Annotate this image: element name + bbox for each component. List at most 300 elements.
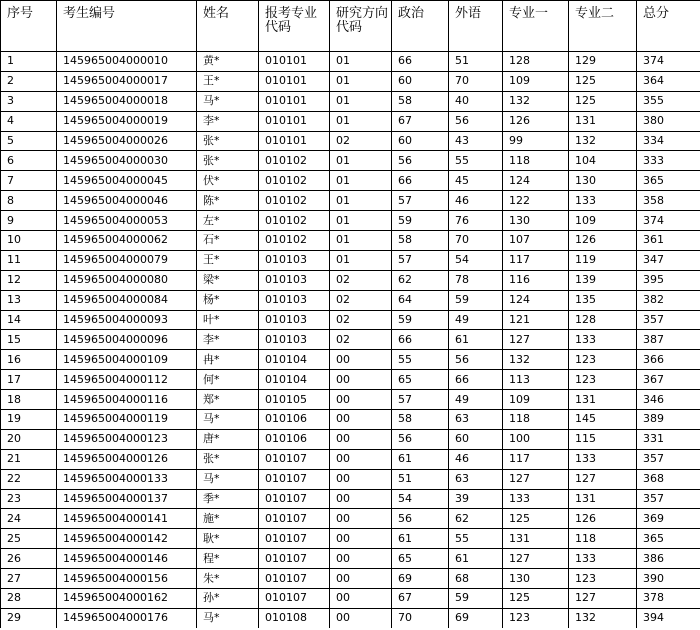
- table-row: [1, 589, 700, 609]
- cell-name: 郑*: [197, 390, 259, 410]
- cell-seq: 21: [1, 449, 57, 469]
- cell-seq: 20: [1, 429, 57, 449]
- table-row: [1, 449, 700, 469]
- cell-foreign-language: 56: [449, 350, 503, 370]
- cell-name: 季*: [197, 489, 259, 509]
- cell-exam-id: 145965004000010: [57, 52, 197, 72]
- cell-research-code: 02: [330, 330, 392, 350]
- cell-exam-id: 145965004000084: [57, 290, 197, 310]
- cell-total: 387: [637, 330, 700, 350]
- cell-exam-id: 145965004000045: [57, 171, 197, 191]
- cell-major-code: 010107: [259, 569, 330, 589]
- cell-seq: 17: [1, 370, 57, 390]
- cell-subject-one: 126: [503, 111, 569, 131]
- cell-research-code: 00: [330, 370, 392, 390]
- cell-politics: 61: [392, 529, 449, 549]
- cell-subject-one: 99: [503, 131, 569, 151]
- cell-major-code: 010104: [259, 350, 330, 370]
- cell-foreign-language: 46: [449, 449, 503, 469]
- cell-subject-two: 128: [569, 310, 637, 330]
- cell-subject-two: 133: [569, 330, 637, 350]
- table-row: [1, 211, 700, 231]
- cell-subject-two: 123: [569, 569, 637, 589]
- table-row: [1, 131, 700, 151]
- cell-seq: 1: [1, 52, 57, 72]
- cell-politics: 58: [392, 410, 449, 430]
- cell-seq: 13: [1, 290, 57, 310]
- cell-subject-two: 123: [569, 350, 637, 370]
- cell-research-code: 00: [330, 489, 392, 509]
- cell-seq: 16: [1, 350, 57, 370]
- cell-total: 382: [637, 290, 700, 310]
- cell-subject-one: 117: [503, 449, 569, 469]
- cell-total: 368: [637, 469, 700, 489]
- table-row: [1, 469, 700, 489]
- cell-politics: 57: [392, 191, 449, 211]
- cell-politics: 58: [392, 91, 449, 111]
- cell-subject-two: 109: [569, 211, 637, 231]
- cell-subject-two: 131: [569, 489, 637, 509]
- table-row: [1, 250, 700, 270]
- cell-politics: 51: [392, 469, 449, 489]
- header-cell-major-code: 报考专业代码: [259, 1, 330, 52]
- table-row: [1, 270, 700, 290]
- cell-politics: 65: [392, 549, 449, 569]
- cell-exam-id: 145965004000146: [57, 549, 197, 569]
- header-cell-research-code: 研究方向代码: [330, 1, 392, 52]
- cell-exam-id: 145965004000156: [57, 569, 197, 589]
- cell-politics: 70: [392, 608, 449, 627]
- cell-exam-id: 145965004000019: [57, 111, 197, 131]
- cell-foreign-language: 39: [449, 489, 503, 509]
- cell-major-code: 010104: [259, 370, 330, 390]
- cell-name: 朱*: [197, 569, 259, 589]
- header-cell-subject-one: 专业一: [503, 1, 569, 52]
- cell-major-code: 010107: [259, 469, 330, 489]
- cell-subject-two: 126: [569, 231, 637, 251]
- table-row: [1, 410, 700, 430]
- cell-research-code: 00: [330, 529, 392, 549]
- cell-subject-one: 109: [503, 390, 569, 410]
- cell-seq: 18: [1, 390, 57, 410]
- cell-research-code: 01: [330, 171, 392, 191]
- cell-research-code: 01: [330, 191, 392, 211]
- cell-research-code: 00: [330, 429, 392, 449]
- table-row: [1, 111, 700, 131]
- cell-total: 390: [637, 569, 700, 589]
- cell-seq: 3: [1, 91, 57, 111]
- cell-research-code: 00: [330, 509, 392, 529]
- cell-research-code: 00: [330, 589, 392, 609]
- cell-exam-id: 145965004000123: [57, 429, 197, 449]
- cell-subject-one: 130: [503, 211, 569, 231]
- cell-research-code: 00: [330, 569, 392, 589]
- cell-major-code: 010107: [259, 449, 330, 469]
- cell-research-code: 02: [330, 290, 392, 310]
- cell-foreign-language: 56: [449, 111, 503, 131]
- cell-foreign-language: 43: [449, 131, 503, 151]
- cell-total: 394: [637, 608, 700, 627]
- cell-total: 367: [637, 370, 700, 390]
- cell-politics: 58: [392, 231, 449, 251]
- cell-subject-two: 145: [569, 410, 637, 430]
- cell-subject-two: 129: [569, 52, 637, 72]
- table-row: [1, 91, 700, 111]
- cell-politics: 60: [392, 131, 449, 151]
- cell-seq: 24: [1, 509, 57, 529]
- cell-total: 364: [637, 71, 700, 91]
- cell-total: 365: [637, 529, 700, 549]
- cell-subject-one: 127: [503, 330, 569, 350]
- cell-name: 张*: [197, 131, 259, 151]
- table-row: [1, 549, 700, 569]
- cell-politics: 66: [392, 171, 449, 191]
- cell-seq: 28: [1, 589, 57, 609]
- cell-total: 389: [637, 410, 700, 430]
- cell-name: 马*: [197, 469, 259, 489]
- cell-name: 陈*: [197, 191, 259, 211]
- table-row: [1, 509, 700, 529]
- cell-politics: 67: [392, 589, 449, 609]
- cell-subject-one: 127: [503, 549, 569, 569]
- table-row: [1, 529, 700, 549]
- cell-subject-two: 130: [569, 171, 637, 191]
- cell-foreign-language: 54: [449, 250, 503, 270]
- table-row: [1, 52, 700, 72]
- cell-major-code: 010101: [259, 111, 330, 131]
- cell-major-code: 010101: [259, 91, 330, 111]
- cell-research-code: 00: [330, 410, 392, 430]
- cell-seq: 4: [1, 111, 57, 131]
- table-row: [1, 231, 700, 251]
- cell-name: 杨*: [197, 290, 259, 310]
- cell-exam-id: 145965004000141: [57, 509, 197, 529]
- cell-subject-one: 116: [503, 270, 569, 290]
- cell-name: 施*: [197, 509, 259, 529]
- cell-foreign-language: 78: [449, 270, 503, 290]
- cell-exam-id: 145965004000142: [57, 529, 197, 549]
- cell-politics: 55: [392, 350, 449, 370]
- table-row: [1, 429, 700, 449]
- table-row: [1, 330, 700, 350]
- cell-name: 程*: [197, 549, 259, 569]
- cell-foreign-language: 70: [449, 71, 503, 91]
- header-cell-foreign-language: 外语: [449, 1, 503, 52]
- cell-name: 马*: [197, 410, 259, 430]
- cell-major-code: 010106: [259, 429, 330, 449]
- cell-subject-two: 127: [569, 589, 637, 609]
- cell-research-code: 01: [330, 211, 392, 231]
- table-row: [1, 489, 700, 509]
- cell-exam-id: 145965004000026: [57, 131, 197, 151]
- cell-subject-two: 135: [569, 290, 637, 310]
- cell-subject-two: 118: [569, 529, 637, 549]
- cell-research-code: 00: [330, 608, 392, 627]
- cell-subject-one: 122: [503, 191, 569, 211]
- cell-foreign-language: 76: [449, 211, 503, 231]
- cell-subject-two: 139: [569, 270, 637, 290]
- cell-research-code: 02: [330, 270, 392, 290]
- cell-major-code: 010103: [259, 270, 330, 290]
- cell-foreign-language: 62: [449, 509, 503, 529]
- cell-major-code: 010106: [259, 410, 330, 430]
- cell-politics: 56: [392, 509, 449, 529]
- header-cell-name: 姓名: [197, 1, 259, 52]
- cell-subject-one: 123: [503, 608, 569, 627]
- cell-name: 马*: [197, 608, 259, 627]
- cell-subject-two: 132: [569, 131, 637, 151]
- cell-major-code: 010101: [259, 71, 330, 91]
- header-cell-total: 总分: [637, 1, 700, 52]
- cell-subject-two: 119: [569, 250, 637, 270]
- cell-seq: 23: [1, 489, 57, 509]
- cell-foreign-language: 55: [449, 529, 503, 549]
- cell-exam-id: 145965004000062: [57, 231, 197, 251]
- cell-name: 梁*: [197, 270, 259, 290]
- cell-subject-one: 113: [503, 370, 569, 390]
- cell-major-code: 010102: [259, 171, 330, 191]
- cell-total: 358: [637, 191, 700, 211]
- cell-total: 369: [637, 509, 700, 529]
- cell-foreign-language: 61: [449, 549, 503, 569]
- cell-exam-id: 145965004000093: [57, 310, 197, 330]
- cell-foreign-language: 59: [449, 290, 503, 310]
- cell-total: 357: [637, 310, 700, 330]
- cell-exam-id: 145965004000176: [57, 608, 197, 627]
- cell-foreign-language: 63: [449, 410, 503, 430]
- cell-name: 何*: [197, 370, 259, 390]
- cell-total: 346: [637, 390, 700, 410]
- cell-name: 伏*: [197, 171, 259, 191]
- cell-foreign-language: 59: [449, 589, 503, 609]
- cell-subject-one: 127: [503, 469, 569, 489]
- cell-subject-one: 109: [503, 71, 569, 91]
- table-row: [1, 191, 700, 211]
- cell-name: 冉*: [197, 350, 259, 370]
- cell-name: 孙*: [197, 589, 259, 609]
- cell-seq: 14: [1, 310, 57, 330]
- cell-subject-two: 126: [569, 509, 637, 529]
- cell-research-code: 00: [330, 449, 392, 469]
- cell-major-code: 010102: [259, 151, 330, 171]
- header-cell-subject-two: 专业二: [569, 1, 637, 52]
- cell-name: 张*: [197, 151, 259, 171]
- cell-name: 黄*: [197, 52, 259, 72]
- cell-name: 叶*: [197, 310, 259, 330]
- cell-major-code: 010107: [259, 509, 330, 529]
- cell-total: 380: [637, 111, 700, 131]
- cell-major-code: 010101: [259, 52, 330, 72]
- cell-politics: 56: [392, 151, 449, 171]
- table-row: [1, 569, 700, 589]
- cell-major-code: 010103: [259, 330, 330, 350]
- cell-subject-two: 133: [569, 191, 637, 211]
- cell-exam-id: 145965004000080: [57, 270, 197, 290]
- header-row: [1, 1, 700, 52]
- cell-seq: 22: [1, 469, 57, 489]
- cell-politics: 60: [392, 71, 449, 91]
- cell-subject-one: 130: [503, 569, 569, 589]
- cell-politics: 54: [392, 489, 449, 509]
- cell-subject-one: 133: [503, 489, 569, 509]
- cell-seq: 29: [1, 608, 57, 627]
- cell-politics: 66: [392, 330, 449, 350]
- cell-subject-two: 132: [569, 608, 637, 627]
- cell-research-code: 00: [330, 469, 392, 489]
- cell-major-code: 010102: [259, 211, 330, 231]
- cell-major-code: 010103: [259, 250, 330, 270]
- cell-subject-one: 132: [503, 350, 569, 370]
- cell-politics: 61: [392, 449, 449, 469]
- cell-exam-id: 145965004000109: [57, 350, 197, 370]
- cell-research-code: 01: [330, 91, 392, 111]
- cell-subject-two: 123: [569, 370, 637, 390]
- cell-research-code: 01: [330, 71, 392, 91]
- cell-seq: 2: [1, 71, 57, 91]
- cell-subject-two: 115: [569, 429, 637, 449]
- cell-exam-id: 145965004000162: [57, 589, 197, 609]
- cell-subject-two: 104: [569, 151, 637, 171]
- cell-subject-two: 133: [569, 549, 637, 569]
- cell-major-code: 010103: [259, 290, 330, 310]
- cell-politics: 66: [392, 52, 449, 72]
- cell-research-code: 01: [330, 52, 392, 72]
- cell-total: 378: [637, 589, 700, 609]
- table-row: [1, 171, 700, 191]
- cell-exam-id: 145965004000018: [57, 91, 197, 111]
- table-row: [1, 151, 700, 171]
- cell-subject-two: 125: [569, 71, 637, 91]
- cell-foreign-language: 70: [449, 231, 503, 251]
- cell-politics: 59: [392, 211, 449, 231]
- cell-seq: 12: [1, 270, 57, 290]
- cell-research-code: 00: [330, 350, 392, 370]
- cell-exam-id: 145965004000119: [57, 410, 197, 430]
- cell-research-code: 01: [330, 231, 392, 251]
- table-body: [1, 52, 700, 628]
- cell-seq: 7: [1, 171, 57, 191]
- cell-foreign-language: 63: [449, 469, 503, 489]
- cell-subject-one: 118: [503, 151, 569, 171]
- cell-subject-one: 125: [503, 509, 569, 529]
- cell-subject-one: 117: [503, 250, 569, 270]
- cell-major-code: 010101: [259, 131, 330, 151]
- cell-major-code: 010107: [259, 549, 330, 569]
- cell-foreign-language: 40: [449, 91, 503, 111]
- cell-subject-two: 125: [569, 91, 637, 111]
- cell-foreign-language: 69: [449, 608, 503, 627]
- cell-research-code: 02: [330, 310, 392, 330]
- cell-politics: 64: [392, 290, 449, 310]
- cell-total: 347: [637, 250, 700, 270]
- header-cell-seq: 序号: [1, 1, 57, 52]
- cell-total: 355: [637, 91, 700, 111]
- cell-foreign-language: 66: [449, 370, 503, 390]
- cell-seq: 6: [1, 151, 57, 171]
- cell-seq: 25: [1, 529, 57, 549]
- cell-name: 王*: [197, 250, 259, 270]
- cell-exam-id: 145965004000096: [57, 330, 197, 350]
- cell-total: 331: [637, 429, 700, 449]
- cell-total: 365: [637, 171, 700, 191]
- cell-foreign-language: 60: [449, 429, 503, 449]
- cell-foreign-language: 68: [449, 569, 503, 589]
- cell-research-code: 00: [330, 549, 392, 569]
- cell-subject-one: 131: [503, 529, 569, 549]
- table-row: [1, 370, 700, 390]
- cell-major-code: 010107: [259, 529, 330, 549]
- cell-major-code: 010107: [259, 589, 330, 609]
- cell-seq: 27: [1, 569, 57, 589]
- cell-politics: 59: [392, 310, 449, 330]
- cell-subject-one: 124: [503, 171, 569, 191]
- cell-politics: 69: [392, 569, 449, 589]
- cell-major-code: 010102: [259, 191, 330, 211]
- table-row: [1, 310, 700, 330]
- cell-exam-id: 145965004000133: [57, 469, 197, 489]
- cell-seq: 8: [1, 191, 57, 211]
- table-row: [1, 71, 700, 91]
- cell-politics: 57: [392, 250, 449, 270]
- cell-exam-id: 145965004000030: [57, 151, 197, 171]
- cell-politics: 56: [392, 429, 449, 449]
- cell-total: 366: [637, 350, 700, 370]
- cell-exam-id: 145965004000046: [57, 191, 197, 211]
- cell-name: 耿*: [197, 529, 259, 549]
- cell-research-code: 02: [330, 131, 392, 151]
- cell-subject-two: 133: [569, 449, 637, 469]
- cell-total: 334: [637, 131, 700, 151]
- cell-name: 李*: [197, 111, 259, 131]
- cell-subject-two: 127: [569, 469, 637, 489]
- cell-subject-two: 131: [569, 111, 637, 131]
- cell-foreign-language: 46: [449, 191, 503, 211]
- cell-research-code: 01: [330, 111, 392, 131]
- cell-name: 石*: [197, 231, 259, 251]
- cell-exam-id: 145965004000079: [57, 250, 197, 270]
- cell-name: 马*: [197, 91, 259, 111]
- cell-subject-one: 125: [503, 589, 569, 609]
- cell-foreign-language: 55: [449, 151, 503, 171]
- cell-name: 唐*: [197, 429, 259, 449]
- cell-total: 357: [637, 449, 700, 469]
- cell-subject-one: 124: [503, 290, 569, 310]
- cell-subject-one: 121: [503, 310, 569, 330]
- cell-major-code: 010103: [259, 310, 330, 330]
- cell-subject-two: 131: [569, 390, 637, 410]
- cell-politics: 67: [392, 111, 449, 131]
- cell-exam-id: 145965004000112: [57, 370, 197, 390]
- cell-politics: 62: [392, 270, 449, 290]
- cell-major-code: 010102: [259, 231, 330, 251]
- cell-foreign-language: 45: [449, 171, 503, 191]
- cell-seq: 11: [1, 250, 57, 270]
- cell-foreign-language: 51: [449, 52, 503, 72]
- table-row: [1, 290, 700, 310]
- cell-major-code: 010107: [259, 489, 330, 509]
- cell-name: 左*: [197, 211, 259, 231]
- cell-seq: 15: [1, 330, 57, 350]
- cell-exam-id: 145965004000137: [57, 489, 197, 509]
- cell-seq: 19: [1, 410, 57, 430]
- cell-research-code: 01: [330, 151, 392, 171]
- cell-foreign-language: 49: [449, 390, 503, 410]
- cell-subject-one: 118: [503, 410, 569, 430]
- table-row: [1, 608, 700, 627]
- cell-total: 395: [637, 270, 700, 290]
- cell-total: 357: [637, 489, 700, 509]
- cell-research-code: 01: [330, 250, 392, 270]
